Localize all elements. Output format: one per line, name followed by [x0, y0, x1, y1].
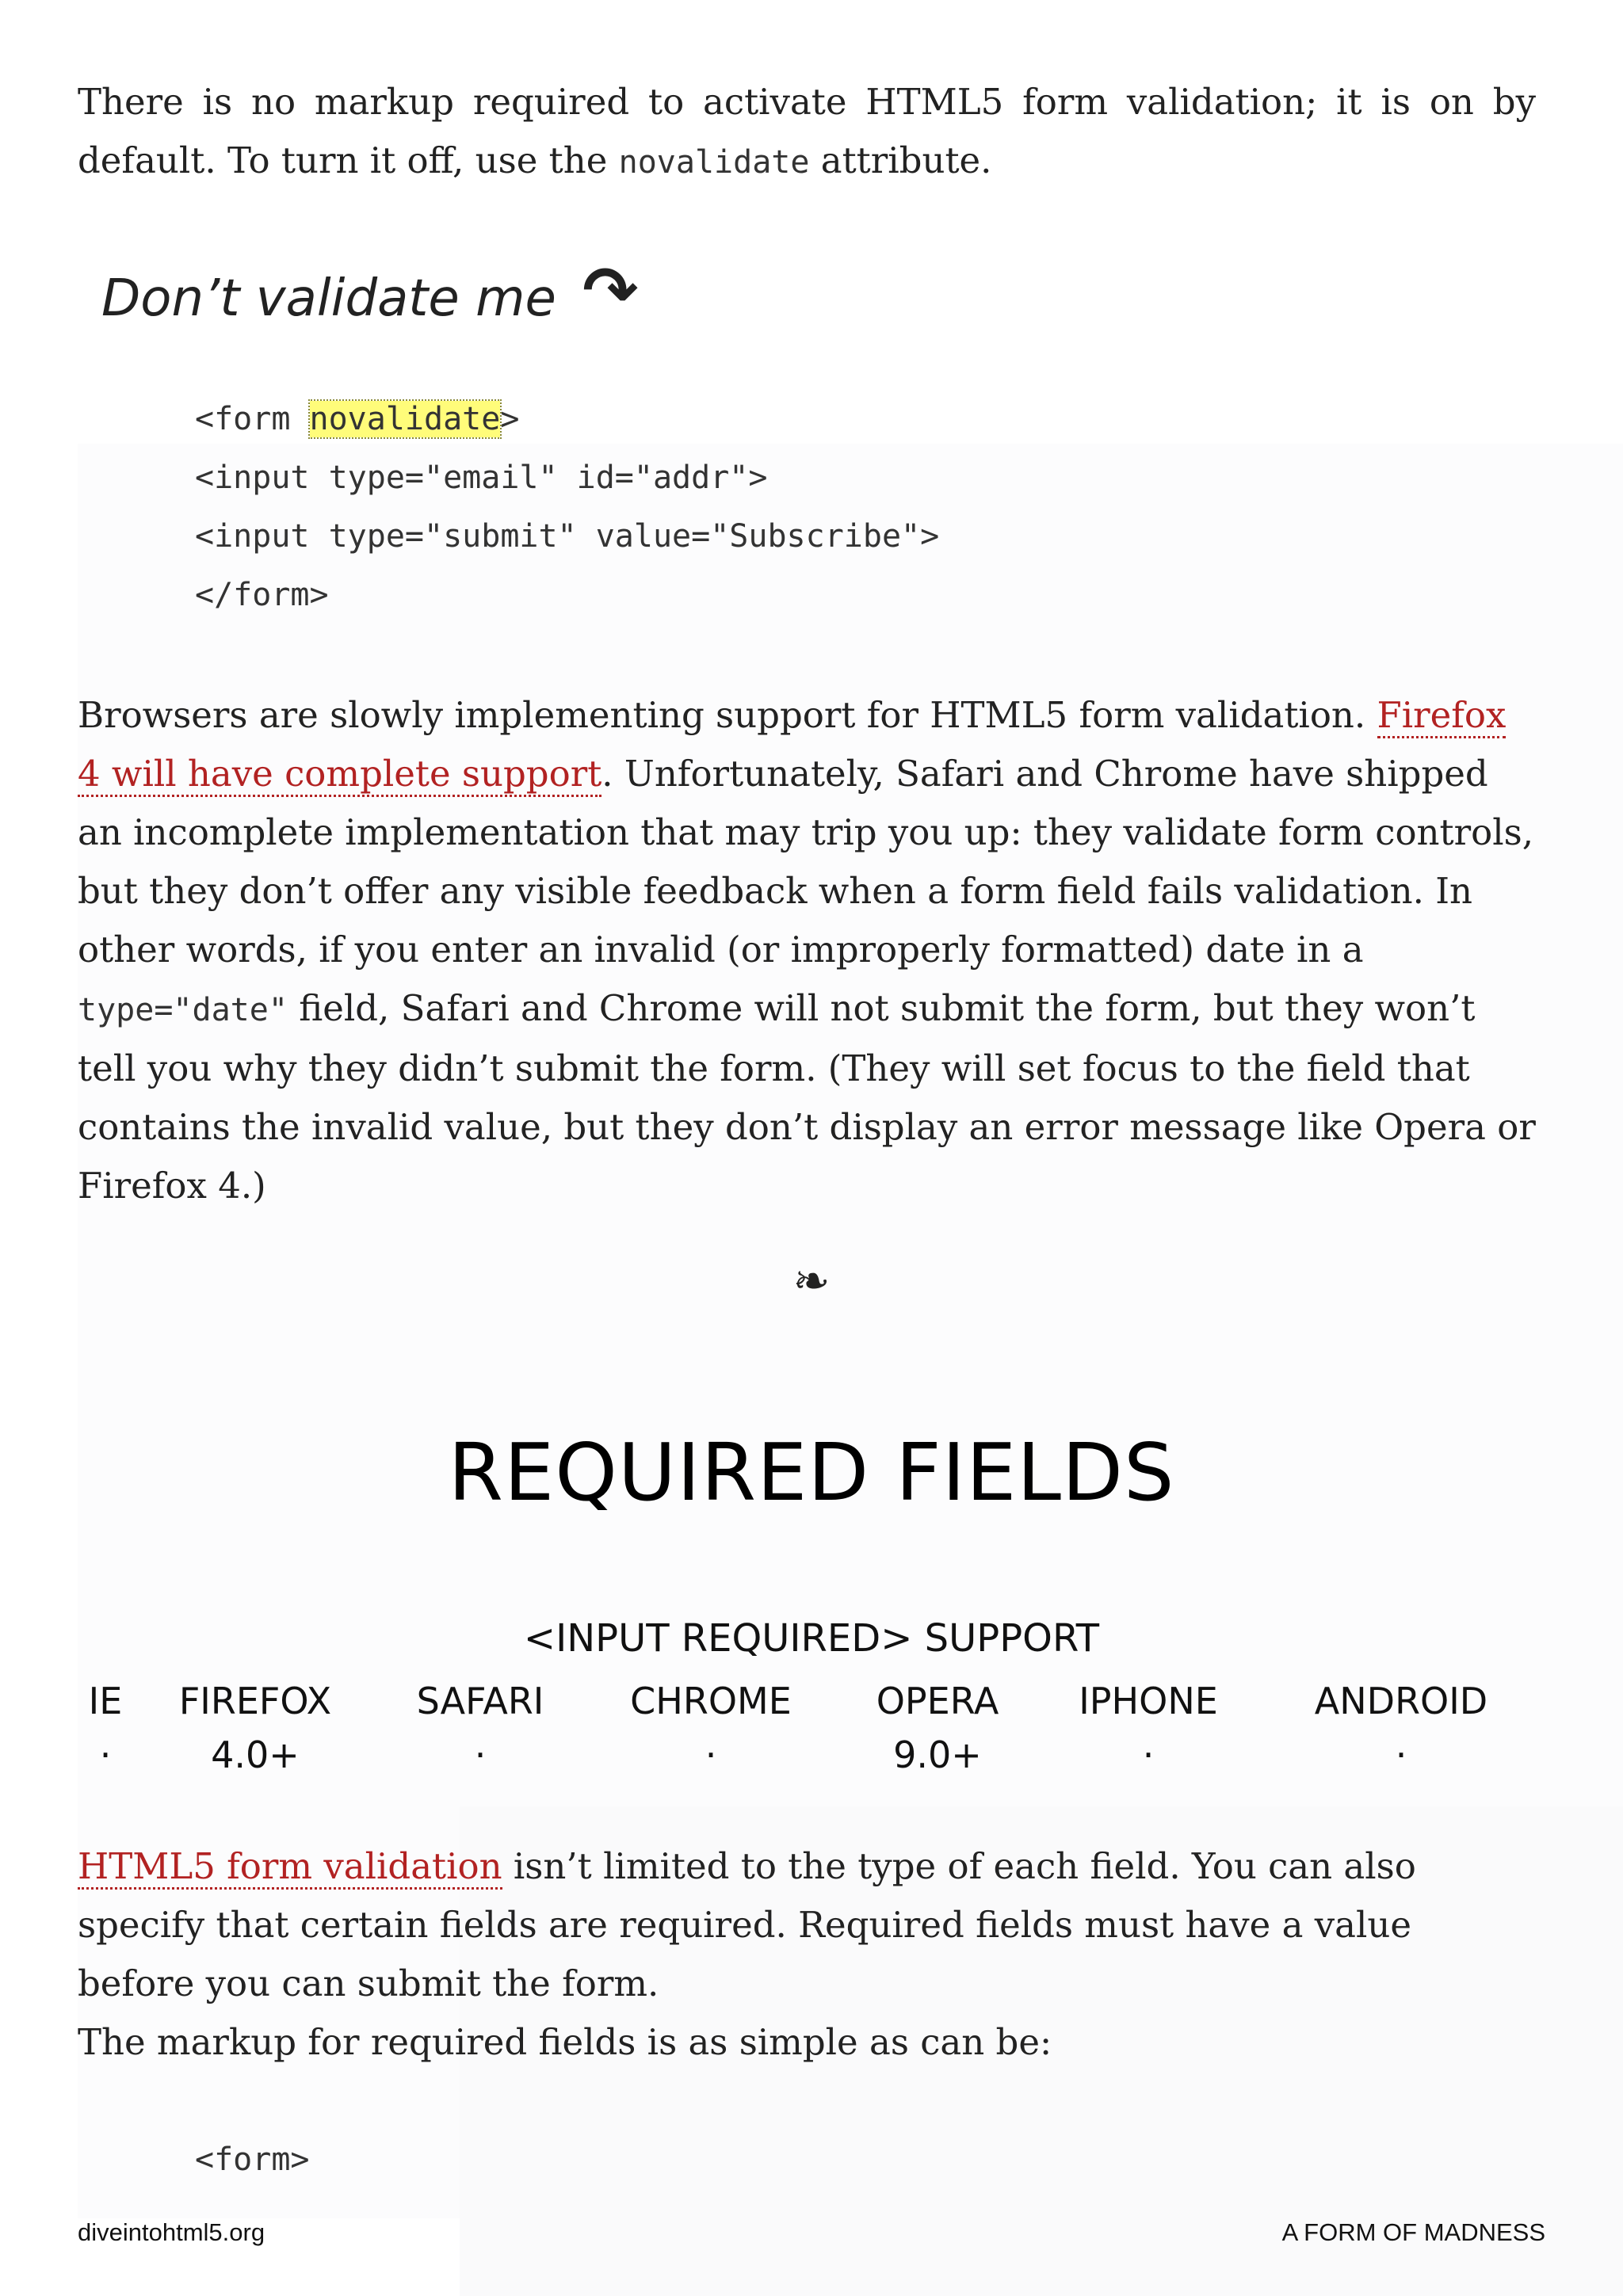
markup-paragraph: The markup for required fields is as simple as can be:: [78, 2021, 1052, 2063]
browser-header-ie: IE: [88, 1680, 123, 1722]
support-version-iphone: ·: [1142, 1733, 1155, 1776]
type-date-code: type="date": [78, 992, 288, 1028]
support-version-ie: ·: [99, 1733, 112, 1776]
required-paragraph: HTML5 form validation isn’t limited to the type of each field. You can also specify that certain fields are required. Required fields must have a value before you can submit the form.: [78, 1845, 1416, 2004]
support-version-firefox: 4.0+: [211, 1733, 300, 1776]
footer-chapter: A FORM OF MADNESS: [1281, 2218, 1545, 2246]
novalidate-code: novalidate: [618, 144, 810, 181]
code-block-novalidate: <form novalidate> <input type="email" id="addr"> <input type="submit" value="Subscribe"> </form>: [195, 401, 940, 613]
browser-header-safari: SAFARI: [416, 1680, 544, 1722]
browser-header-firefox: FIREFOX: [178, 1680, 332, 1722]
html5-validation-link[interactable]: HTML5 form validation: [78, 1845, 502, 1890]
browser-header-opera: OPERA: [876, 1680, 999, 1722]
support-version-android: ·: [1395, 1733, 1407, 1776]
support-table-caption: <INPUT REQUIRED> SUPPORT: [523, 1616, 1100, 1661]
footer-site: diveintohtml5.org: [78, 2218, 265, 2246]
browsers-paragraph: Browsers are slowly implementing support for HTML5 form validation. Firefox 4 will have complete support. Unfortunately, Safari and Chrome have shipped an incomplete implementation that may trip you up: they validate form controls, but they don’t offer any visible feedback when a form field fails validation. In other words, if you enter an invalid (or improperly formatted) date in a type="date" field, Safari and Chrome will not submit the form, but they won’t tell you why they didn’t submit the form. (They will set focus to the field that contains the invalid value, but they don’t display an error message like Opera or Firefox 4.): [78, 694, 1536, 1207]
browser-header-chrome: CHROME: [630, 1680, 792, 1722]
browser-header-iphone: IPHONE: [1079, 1680, 1218, 1722]
fleuron-divider-icon: ❧: [792, 1256, 831, 1307]
code-block-form: <form>: [195, 2142, 310, 2178]
browser-header-android: ANDROID: [1314, 1680, 1488, 1722]
intro-paragraph: There is no markup required to activate HTML5 form validation; it is on by default. To turn it off, use the novalidate attribute.: [78, 81, 1536, 181]
firefox-support-link[interactable]: Firefox 4 will have complete support: [78, 694, 1506, 797]
support-version-chrome: ·: [705, 1733, 717, 1776]
support-version-opera: 9.0+: [893, 1733, 982, 1776]
novalidate-highlight: novalidate: [309, 401, 501, 437]
support-version-safari: ·: [474, 1733, 487, 1776]
section-title: REQUIRED FIELDS: [448, 1426, 1175, 1519]
curved-arrow-icon: ↷: [582, 252, 639, 330]
aside-title: Don’t validate me: [101, 269, 556, 328]
